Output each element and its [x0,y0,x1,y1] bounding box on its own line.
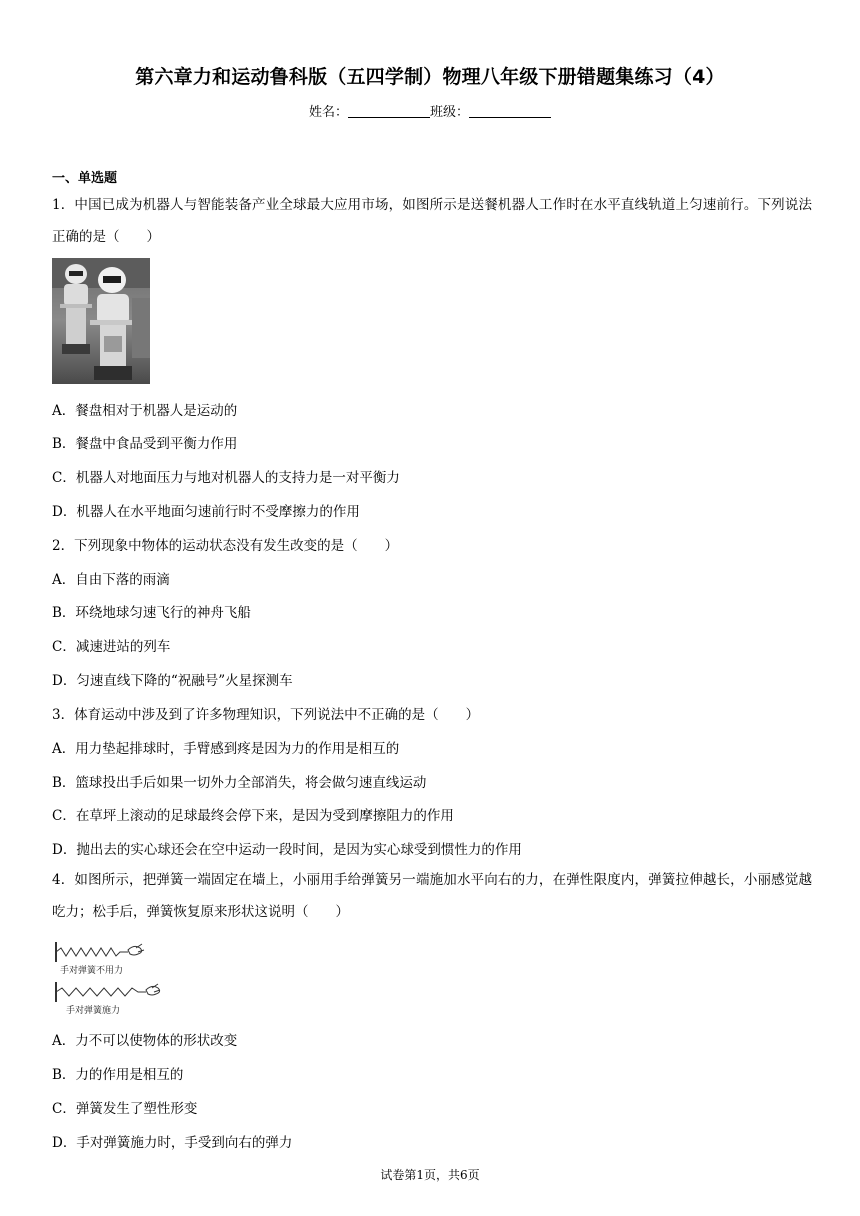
robot-photo [52,258,150,384]
question-1-option-b: B．餐盘中食品受到平衡力作用 [52,436,238,452]
question-3-stem: 3．体育运动中涉及到了许多物理知识，下列说法中不正确的是（ ） [52,707,480,723]
spring-caption-force: 手对弹簧施力 [66,1006,121,1016]
question-2-option-b: B．环绕地球匀速飞行的神舟飞船 [52,605,251,621]
question-3-option-d: D．抛出去的实心球还会在空中运动一段时间，是因为实心球受到惯性力的作用 [52,842,522,858]
question-3-option-a: A．用力垫起排球时，手臂感到疼是因为力的作用是相互的 [52,741,400,757]
question-2-option-d: D．匀速直线下降的“祝融号”火星探测车 [52,673,293,689]
class-blank [469,105,551,118]
class-label: 班级： [430,105,470,120]
page-title: 第六章力和运动鲁科版（五四学制）物理八年级下册错题集练习（4） [135,66,725,88]
question-1-stem: 1．中国已成为机器人与智能装备产业全球最大应用市场，如图所示是送餐机器人工作时在水平直线轨道上匀速前行。下列说法正确的是（ ） [52,197,812,245]
spring-caption-no-force: 手对弹簧不用力 [60,966,124,976]
question-1-option-d: D．机器人在水平地面匀速前行时不受摩擦力的作用 [52,504,360,520]
student-info [0,101,860,120]
question-3-option-c: C．在草坪上滚动的足球最终会停下来，是因为受到摩擦阻力的作用 [52,808,454,824]
page-footer: 试卷第1页，共6页 [380,1168,480,1182]
question-1-option-c: C．机器人对地面压力与地对机器人的支持力是一对平衡力 [52,470,400,486]
question-2-option-c: C．减速进站的列车 [52,639,171,655]
name-blank [348,105,430,118]
question-4-option-b: B．力的作用是相互的 [52,1067,184,1083]
question-2-option-a: A．自由下落的雨滴 [52,572,170,588]
question-4-option-d: D．手对弹簧施力时，手受到向右的弹力 [52,1135,293,1151]
question-4-option-c: C．弹簧发生了塑性形变 [52,1101,198,1117]
question-1-option-a: A．餐盘相对于机器人是运动的 [52,403,238,419]
question-4-stem: 4．如图所示，把弹簧一端固定在墙上，小丽用手给弹簧另一端施加水平向右的力，在弹性限度内，弹簧拉伸越长，小丽感觉越吃力；松手后，弹簧恢复原来形状这说明（ ） [52,872,812,920]
section-heading: 一、单选题 [52,171,118,186]
question-4-option-a: A．力不可以使物体的形状改变 [52,1033,238,1049]
spring-diagram [52,938,164,1016]
name-label: 姓名： [308,105,348,120]
question-2-stem: 2．下列现象中物体的运动状态没有发生改变的是（ ） [52,538,399,554]
question-3-option-b: B．篮球投出手后如果一切外力全部消失，将会做匀速直线运动 [52,775,427,791]
